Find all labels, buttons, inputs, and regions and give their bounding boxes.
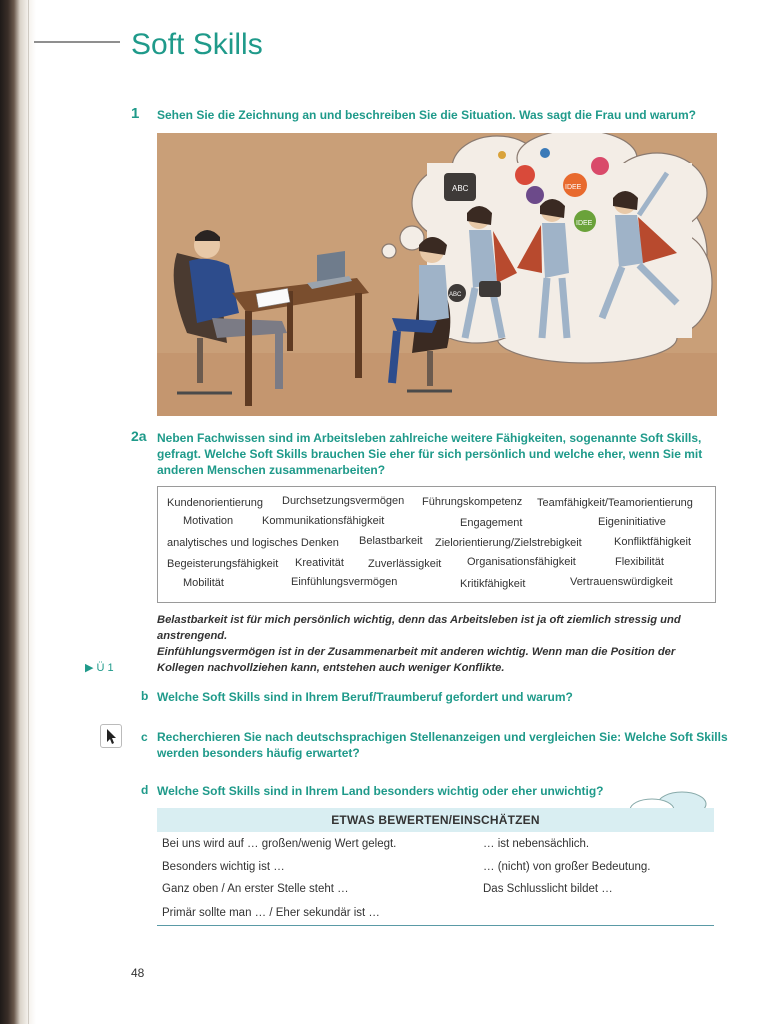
phrase-box [157, 836, 714, 926]
task-2a-question [157, 430, 702, 478]
word-box-item: Zielorientierung/Zielstrebigkeit [435, 537, 582, 549]
word-box-item: Durchsetzungsvermögen [282, 495, 405, 507]
word-box-item: Einfühlungsvermögen [291, 576, 398, 588]
example-line: Belastbarkeit ist für mich persönlich wichtig, denn das Arbeitsleben ist ja oft ziemlich stressig und [157, 614, 681, 626]
task-2c-letter: c [141, 730, 148, 744]
internet-research-icon [100, 724, 122, 748]
word-box-item: Flexibilität [615, 556, 664, 568]
phrase-item: Das Schlusslicht bildet … [483, 883, 613, 895]
task-2d-question: Welche Soft Skills sind in Ihrem Land besonders wichtig oder eher unwichtig? [157, 784, 604, 798]
office-illustration [157, 133, 717, 416]
page-title: Soft Skills [131, 28, 263, 61]
phrase-item: Primär sollte man … / Eher sekundär ist … [162, 907, 380, 919]
task-2a-number: 2a [131, 428, 147, 444]
title-rule [34, 41, 120, 43]
word-box-item: Begeisterungsfähigkeit [167, 558, 279, 570]
example-line: Kollegen nachvollziehen kann, entstehen auch weniger Konflikte. [157, 662, 505, 674]
task-2c-question-line: werden besonders häufig erwartet? [157, 746, 360, 760]
example-answers [157, 612, 717, 676]
task-2b-question: Welche Soft Skills sind in Ihrem Beruf/Traumberuf gefordert und warum? [157, 690, 573, 704]
task-2b-letter: b [141, 689, 149, 703]
bubble-label: ABC [452, 184, 469, 193]
word-box-item: Kundenorientierung [167, 497, 264, 509]
task-2d-letter: d [141, 783, 149, 797]
bubble-label: IDEE [576, 220, 593, 227]
play-arrow-icon: ▶ [85, 662, 94, 674]
phrase-item: … ist nebensächlich. [483, 838, 590, 850]
phrase-item: … (nicht) von großer Bedeutung. [483, 861, 651, 873]
word-box-item: Kreativität [295, 557, 344, 569]
book-binding-edge [0, 0, 36, 1024]
bubble-label: ABC [449, 292, 462, 298]
binding-line [28, 0, 29, 1024]
word-box-item: Vertrauenswürdigkeit [570, 576, 673, 588]
word-box-item: Führungskompetenz [422, 496, 523, 508]
task-2c-question [157, 729, 728, 761]
word-box-item: Organisationsfähigkeit [467, 556, 576, 568]
bubble-label: IDEE [565, 184, 582, 191]
word-box-item: Mobilität [183, 577, 224, 589]
word-box-item: Eigeninitiative [598, 516, 666, 528]
task-2c-question-line: Recherchieren Sie nach deutschsprachigen Stellenanzeigen und vergleichen Sie: Welche Soft Skills [157, 730, 728, 744]
task-1-number: 1 [131, 105, 140, 122]
exercise-reference-label: Ü 1 [96, 662, 114, 674]
word-box-item: Belastbarkeit [359, 535, 423, 547]
illustration-svg [157, 133, 717, 416]
phrase-box-header [157, 808, 714, 832]
example-line: Einfühlungsvermögen ist in der Zusammenarbeit mit anderen wichtig. Wenn man die Position der [157, 646, 676, 658]
phrase-item: Besonders wichtig ist … [162, 861, 285, 873]
task-2a-question-line: anderen Menschen zusammenarbeiten? [157, 463, 386, 477]
word-box-item: Kritikfähigkeit [460, 578, 526, 590]
word-box-item: analytisches und logisches Denken [167, 537, 339, 549]
word-box-item: Zuverlässigkeit [368, 558, 442, 570]
task-1-question: Sehen Sie die Zeichnung an und beschreiben Sie die Situation. Was sagt die Frau und warum? [157, 108, 696, 122]
word-box-item: Engagement [460, 517, 523, 529]
phrase-item: Bei uns wird auf … großen/wenig Wert gelegt. [162, 838, 397, 850]
phrase-item: Ganz oben / An erster Stelle steht … [162, 883, 349, 895]
cursor-icon [101, 725, 121, 747]
exercise-reference [85, 661, 114, 674]
word-box-item: Kommunikationsfähigkeit [262, 515, 385, 527]
task-2a-question-line: Neben Fachwissen sind im Arbeitsleben zahlreiche weitere Fähigkeiten, sogenannte Soft Skills, [157, 431, 702, 445]
word-box-item: Teamfähigkeit/Teamorientierung [537, 497, 693, 509]
word-box-item: Konfliktfähigkeit [614, 536, 692, 548]
task-2a-question-line: gefragt. Welche Soft Skills brauchen Sie eher für sich persönlich und welche eher, wenn Sie mit [157, 447, 703, 461]
phrase-box-heading: ETWAS BEWERTEN/EINSCHÄTZEN [331, 813, 540, 827]
example-line: anstrengend. [157, 630, 228, 642]
phrase-box-rule [157, 925, 714, 926]
word-box-item: Motivation [183, 515, 234, 527]
page-number: 48 [131, 966, 145, 980]
soft-skills-word-box [157, 486, 716, 603]
